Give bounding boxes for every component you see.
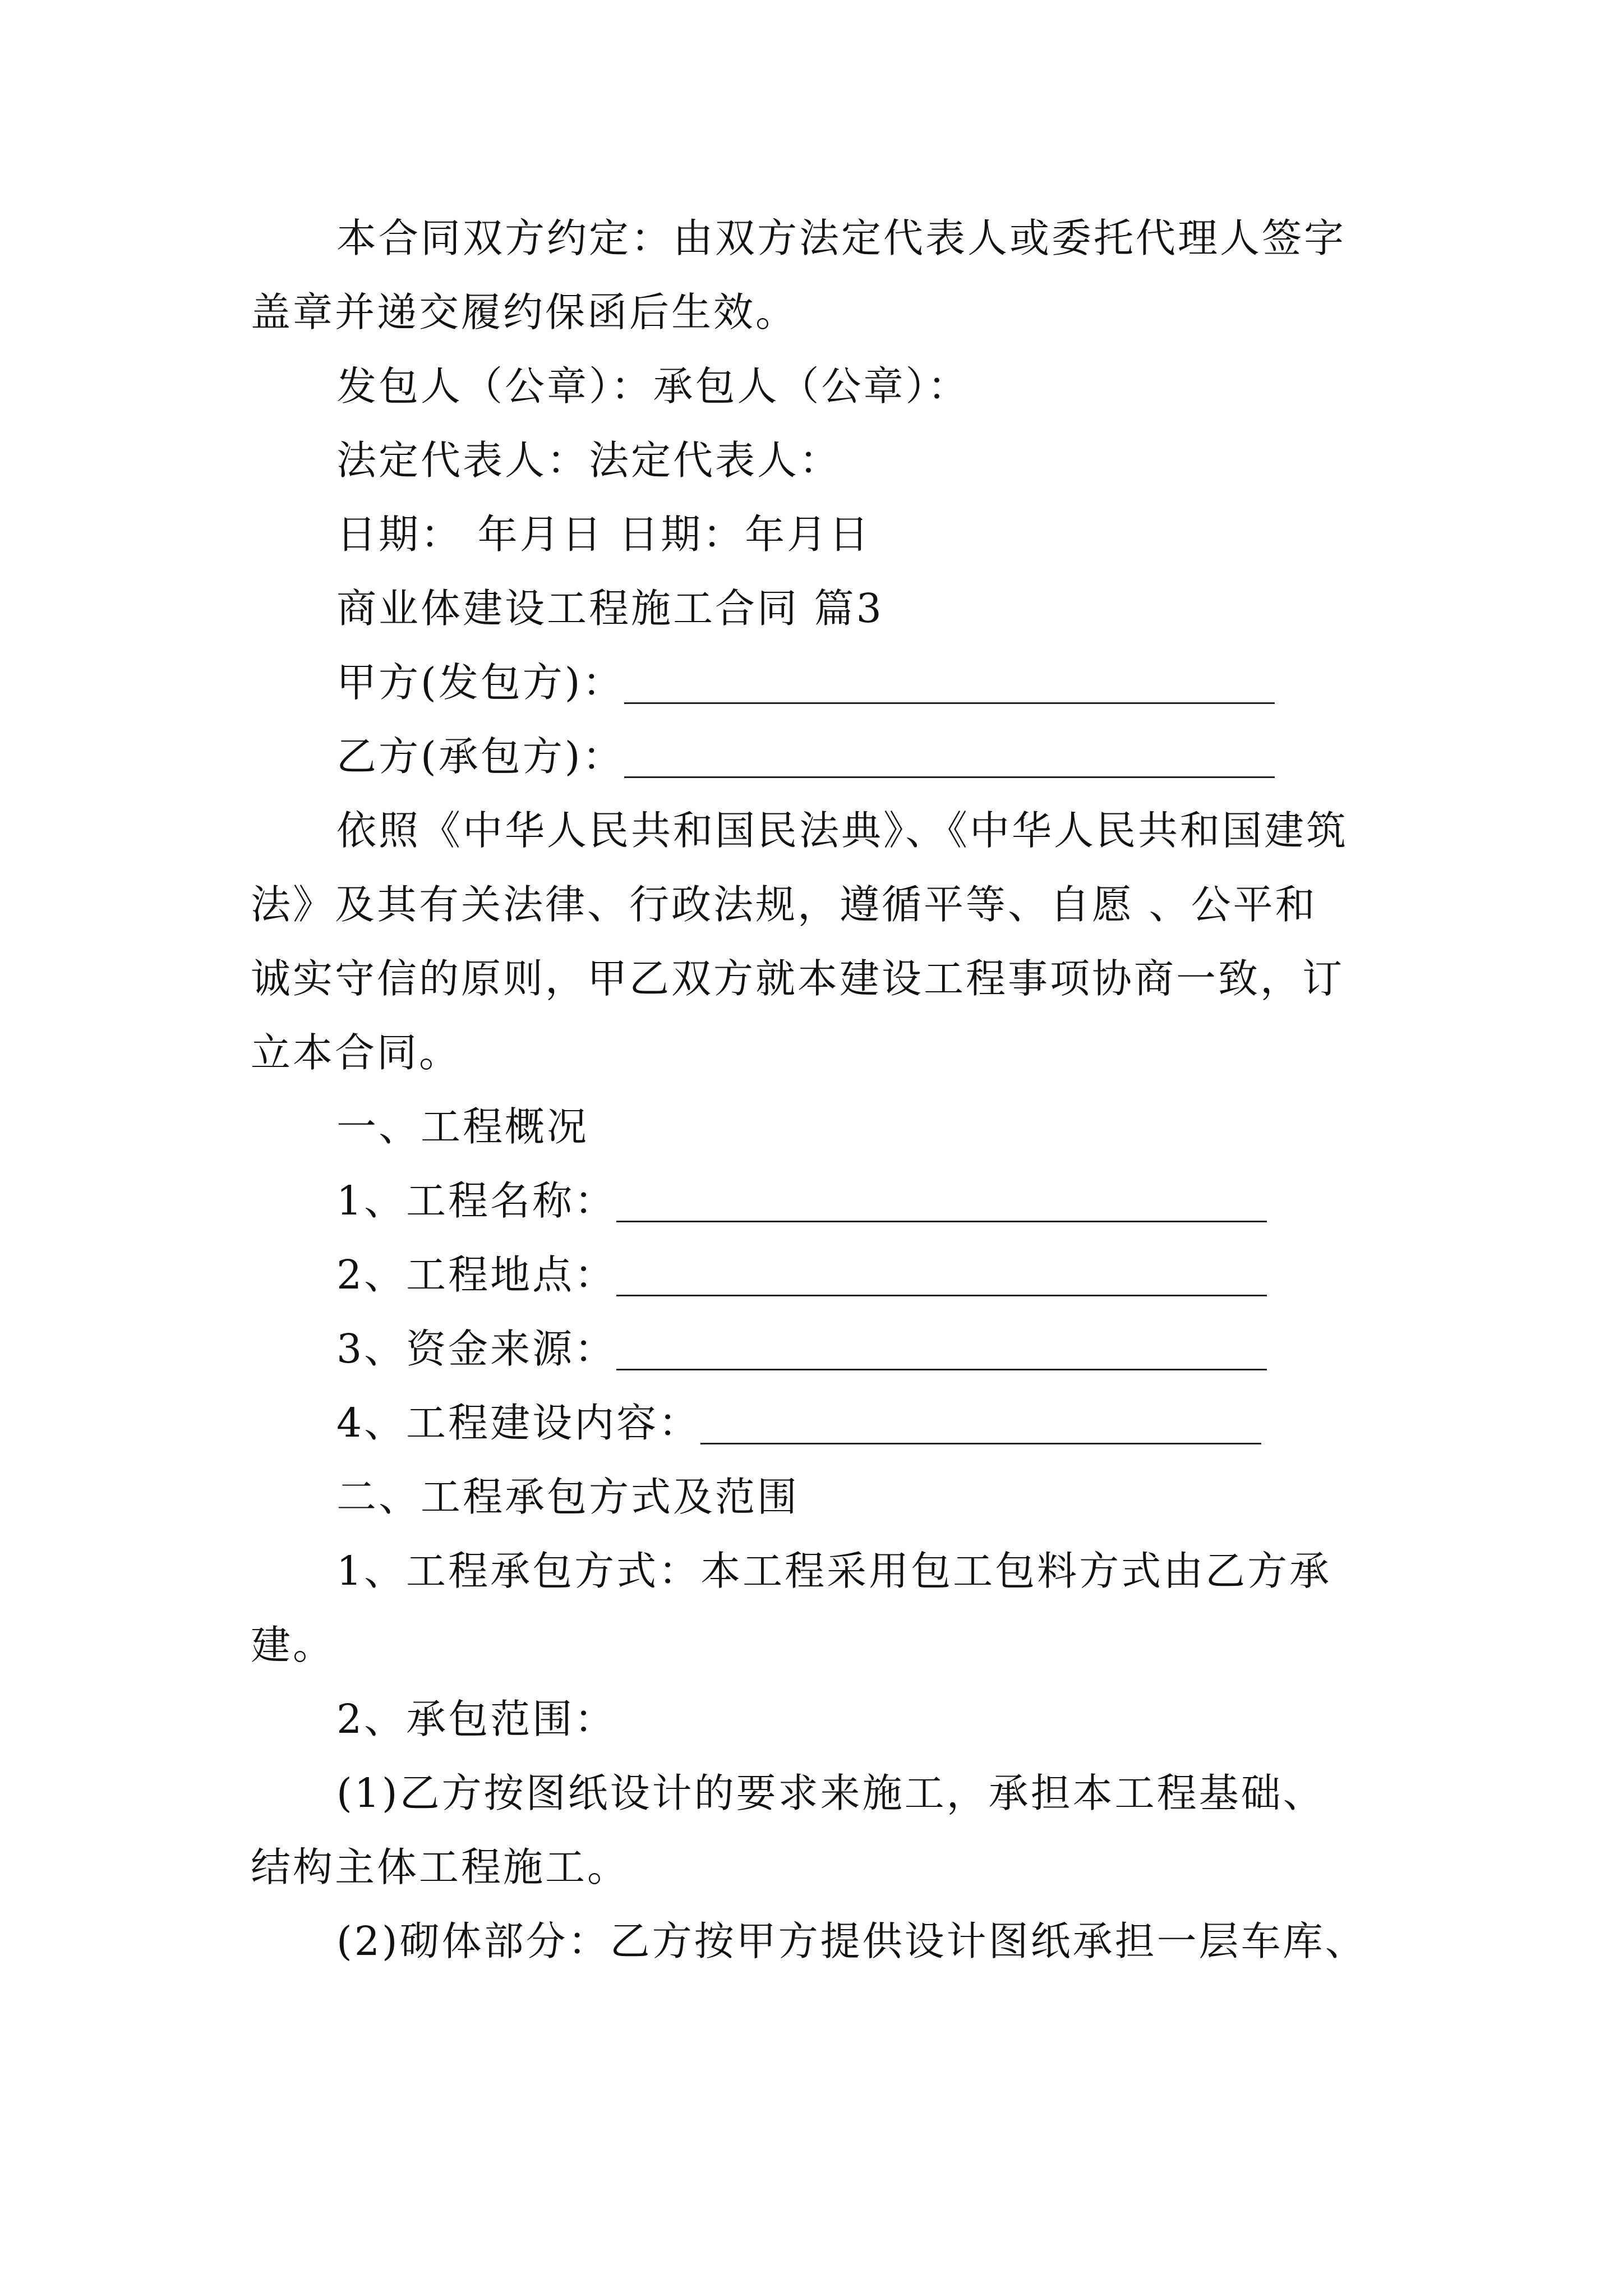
- party-a-label: 甲方(发包方)：: [336, 659, 625, 706]
- construction-content-field: [336, 1398, 1261, 1448]
- project-location-blank: [616, 1261, 1267, 1296]
- paragraph-basis-line2: 法》及其有关法律、行政法规，遵循平等、自愿 、公平和: [251, 881, 1317, 928]
- scope-item-1-line1: (1)乙方按图纸设计的要求来施工，承担本工程基础、: [336, 1770, 1325, 1816]
- party-a-field: [336, 657, 1275, 708]
- party-a-blank: [624, 669, 1275, 704]
- contract-method-line2: 建。: [251, 1622, 335, 1668]
- construction-content-blank: [700, 1409, 1261, 1444]
- party-b-field: [336, 731, 1275, 782]
- funding-source-label: 3、资金来源：: [336, 1326, 617, 1372]
- paragraph-basis-line3: 诚实守信的原则，甲乙双方就本建设工程事项协商一致，订: [251, 955, 1345, 1002]
- section-title: 商业体建设工程施工合同 篇3: [336, 585, 884, 632]
- signature-party-line: 发包人（公章）：承包人（公章）：: [336, 363, 970, 409]
- project-location-field: [336, 1250, 1267, 1300]
- project-location-label: 2、工程地点：: [336, 1251, 617, 1298]
- paragraph-basis-line1: 依照《中华人民共和国民法典》、《中华人民共和国建筑: [336, 807, 1349, 854]
- party-b-blank: [624, 743, 1275, 778]
- funding-source-blank: [616, 1335, 1267, 1370]
- project-name-blank: [616, 1187, 1267, 1222]
- party-b-label: 乙方(承包方)：: [336, 733, 625, 780]
- paragraph-effective-line2: 盖章并递交履约保函后生效。: [251, 289, 798, 335]
- signature-representative-line: 法定代表人：法定代表人：: [336, 437, 842, 484]
- paragraph-effective-line1: 本合同双方约定：由双方法定代表人或委托代理人签字: [336, 215, 1347, 261]
- signature-date-line: 日期： 年月日 日期：年月日: [336, 511, 872, 558]
- heading-project-overview: 一、工程概况: [336, 1103, 589, 1150]
- scope-item-2-line1: (2)砌体部分：乙方按甲方提供设计图纸承担一层车库、: [336, 1918, 1367, 1964]
- project-name-field: [336, 1176, 1267, 1226]
- paragraph-basis-line4: 立本合同。: [251, 1029, 462, 1076]
- construction-content-label: 4、工程建设内容：: [336, 1400, 701, 1446]
- heading-contract-scope: 二、工程承包方式及范围: [336, 1474, 800, 1520]
- project-name-label: 1、工程名称：: [336, 1177, 617, 1224]
- funding-source-field: [336, 1324, 1267, 1374]
- contract-scope-heading: 2、承包范围：: [336, 1696, 617, 1742]
- scope-item-1-line2: 结构主体工程施工。: [251, 1844, 630, 1890]
- contract-method-line1: 1、工程承包方式：本工程采用包工包料方式由乙方承: [336, 1548, 1332, 1594]
